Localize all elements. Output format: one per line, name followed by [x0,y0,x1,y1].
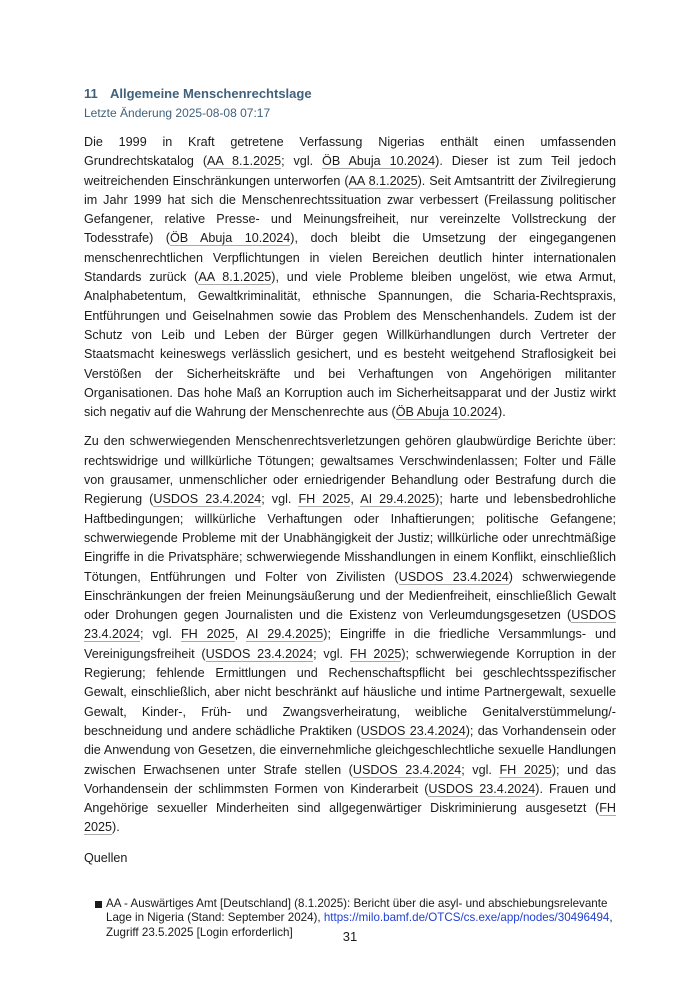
text-segment: ; vgl. [281,154,323,169]
text-segment: ). [112,820,120,835]
text-segment: ); und das Vorhandensein der schlimmsten Formen von Kinderarbeit ( [84,762,616,796]
text-segment: ); das Vorhandensein oder die Anwendung von Gesetzen, die einvernehmliche gleichgeschlechtliche sexuelle Handlungen zwischen Erwachsenen unter Strafe stellen ( [84,723,616,777]
section-title: Allgemeine Menschenrechtslage [110,86,312,101]
last-change-date: Letzte Änderung 2025-08-08 07:17 [84,106,271,120]
text-segment: ); Eingriffe in die friedliche Versammlungs- und Vereinigungsfreiheit ( [84,627,616,661]
source-url-link[interactable]: https://milo.bamf.de/OTCS/cs.exe/app/nodes/30496494 [323,911,610,925]
text-segment: ; vgl. [313,646,350,661]
text-segment: ). Dieser ist zum Teil jedoch weitreichenden Einschränkungen unterworfen ( [84,154,617,188]
citation-link[interactable]: USDOS 23.4.2024 [352,762,462,777]
text-segment: ). Frauen und Angehörige sexueller Minderheiten sind allgegenwärtiger Diskriminierung ausgesetzt ( [84,781,616,816]
text-segment: ); harte und lebensbedrohliche Haftbedingungen; willkürliche Verhaftungen oder Inhaftierungen; politische Gefangene; schwerwiegende Probleme mit der Unabhängigkeit der Justiz; willkürliche oder unrechtmäßige Eingriffe in die Privatsphäre; schwerwiegende Misshandlungen in einem Konflikt, einschließlich Tötungen, Entführungen und Folter von Zivilisten ( [84,492,616,584]
text-segment: , [234,627,247,642]
source-access-note: , Zugriff 23.5.2025 [Login erforderlich] [106,911,613,939]
citation-link[interactable]: USDOS 23.4.2024 [428,781,536,796]
sources-label: Quellen [84,850,128,865]
citation-link[interactable]: USDOS 23.4.2024 [84,608,616,642]
citation-link[interactable]: FH 2025 [499,762,552,777]
paragraph-2 [84,432,616,837]
section-heading [84,86,616,101]
citation-link[interactable]: USDOS 23.4.2024 [153,492,262,507]
citation-link[interactable]: AA 8.1.2025 [198,270,272,285]
section-number: 11 [84,86,98,101]
text-segment: ; vgl. [140,627,181,642]
page-number: 31 [342,929,358,944]
text-segment: ). [498,405,506,420]
citation-link[interactable]: FH 2025 [84,801,616,835]
text-segment: ; vgl. [461,762,500,777]
text-segment: ), und viele Probleme bleiben ungelöst, wie etwa Armut, Analphabetentum, Gewaltkriminalität, ethnische Spannungen, die Scharia-Rechtspraxis, Entführungen und Geiselnahmen sowie das Problem des Menschenhandels. Zudem ist der Schutz von Leib und Leben der Bürger gegen Willkürhandlungen durch Vertreter der Staatsmacht keineswegs verlässlich gesichert, und es besteht weitgehend Straflosigkeit bei Verstößen der Sicherheitskräfte und bei Verhaftungen von Angehörigen militanter Organisationen. Das hohe Maß an Korruption auch im Sicherheitsapparat und der Justiz wirkt sich negativ auf die Wahrung der Menschenrechte aus ( [84,270,616,420]
text-segment: ) schwerwiegende Einschränkungen der freien Meinungsäußerung und der Medienfreiheit, einschließlich Gewalt oder Drohungen gegen Journalisten und die Existenz von Verleumdungsgesetzen ( [84,569,616,623]
citation-link[interactable]: FH 2025 [298,492,351,507]
citation-link[interactable]: AA 8.1.2025 [207,154,282,169]
citation-link[interactable]: AA 8.1.2025 [348,173,418,188]
citation-link[interactable]: USDOS 23.4.2024 [360,723,466,738]
citation-link[interactable]: USDOS 23.4.2024 [205,646,314,661]
citation-link[interactable]: AI 29.4.2025 [360,492,436,507]
text-segment: ; vgl. [261,492,299,507]
citation-link[interactable]: FH 2025 [180,627,235,642]
text-segment: , [350,492,361,507]
citation-link[interactable]: AI 29.4.2025 [246,627,324,642]
citation-link[interactable]: FH 2025 [349,646,402,661]
text-segment: Zu den schwerwiegenden Menschenrechtsverletzungen gehören glaubwürdige Berichte über: rechtswidrige und willkürliche Tötungen; gewaltsames Verschwindenlassen; Folter und Fälle von grausamer, unmenschlicher oder erniedrigender Behandlung oder Bestrafung durch die Regierung ( [84,434,616,507]
text-segment: ). Seit Amtsantritt der Zivilregierung im Jahr 1999 hat sich die Menschenrechtssituation zwar verbessert (Freilassung politischer Gefangener, relative Presse- und Meinungsfreiheit, nur vereinzelte Vollstreckung der Todesstrafe) ( [84,173,616,246]
citation-link[interactable]: USDOS 23.4.2024 [398,569,509,584]
text-segment: ); schwerwiegende Korruption in der Regierung; fehlende Ermittlungen und Rechenschaftspflicht bei geschlechtsspezifischer Gewalt, einschließlich, aber nicht beschränkt auf häusliche und intime Partnergewalt, sexuelle Gewalt, Kinder-, Früh- und Zwangsverheiratung, weibliche Genitalverstümmelung/-beschneidung und andere schädliche Praktiken ( [84,646,617,738]
source-text: AA - Auswärtiges Amt [Deutschland] (8.1.2025): Bericht über die asyl- und abschiebungsrelevante Lage in Nigeria (Stand: September 2024), [106,896,608,925]
citation-link[interactable]: ÖB Abuja 10.2024 [170,231,291,246]
citation-link[interactable]: ÖB Abuja 10.2024 [395,405,498,420]
document-page [84,86,616,940]
text-segment: Die 1999 in Kraft getretene Verfassung Nigerias enthält einen umfassenden Grundrechtskatalog ( [84,135,616,169]
paragraph-1 [84,133,616,422]
square-bullet-icon [95,901,102,908]
text-segment: ), doch bleibt die Umsetzung der eingegangenen menschenrechtlichen Verpflichtungen in vielen Bereichen deutlich hinter internationalen Standards zurück ( [84,231,617,285]
citation-link[interactable]: ÖB Abuja 10.2024 [322,154,436,169]
